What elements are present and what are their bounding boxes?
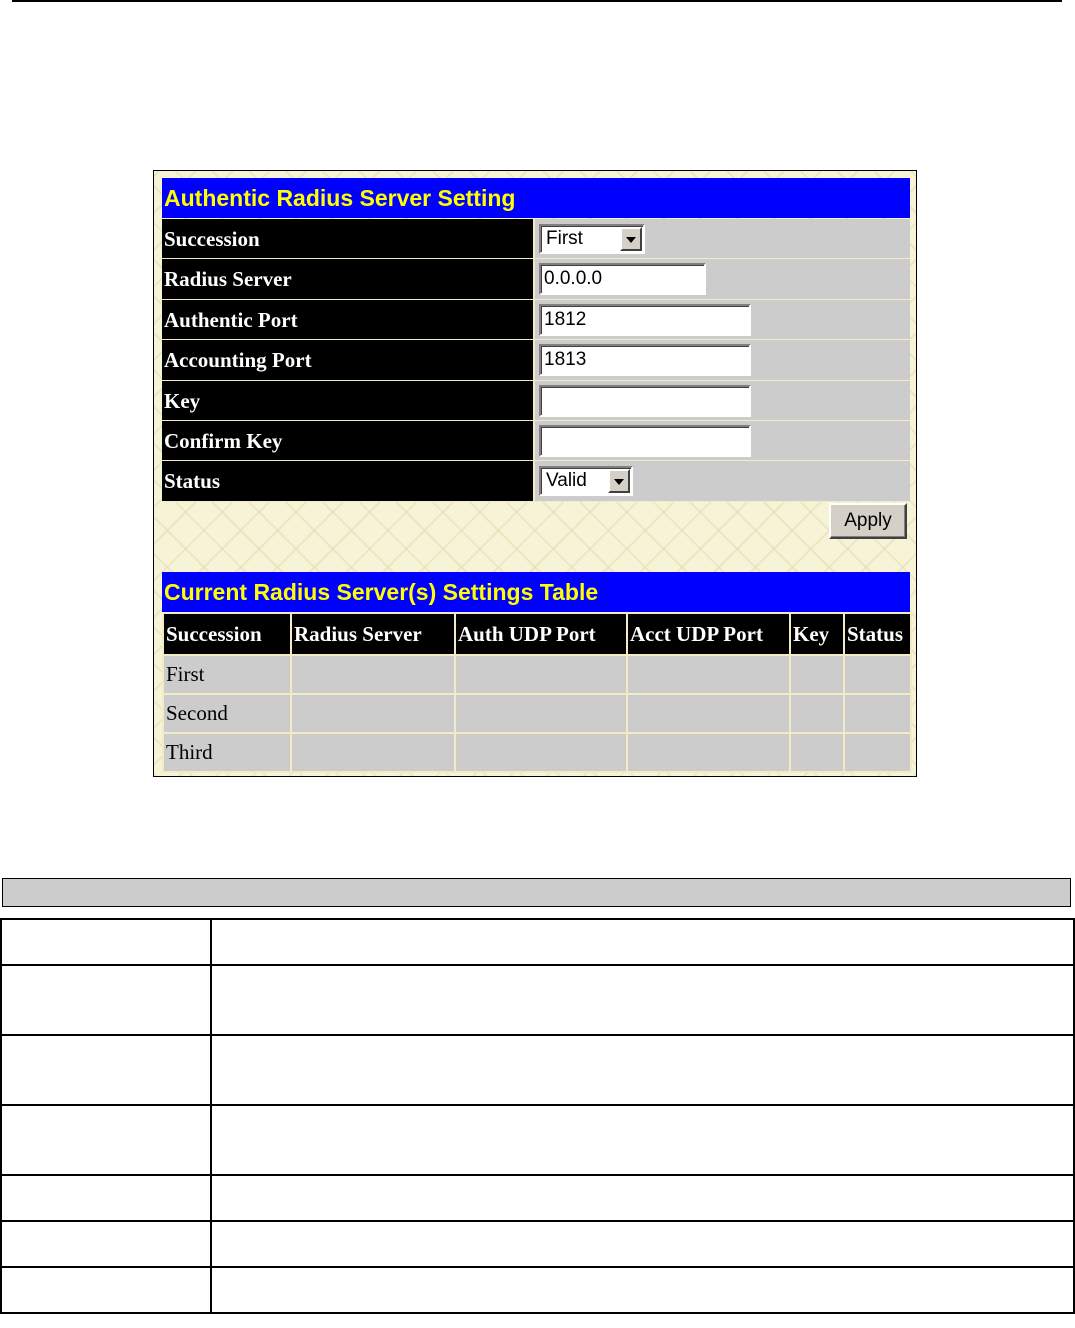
row-confirm-key [162,421,910,461]
row-succession [162,219,910,259]
table-cell: Second [163,694,291,733]
table-cell [844,733,911,772]
succession-select[interactable]: First [539,224,645,254]
col-auth-udp-port: Auth UDP Port [455,613,627,655]
settings-title: Authentic Radius Server Setting [162,178,910,218]
table-cell [455,655,627,694]
description-table [0,918,1075,1314]
table-row [1,1105,1074,1175]
accounting-port-label: Accounting Port [162,340,535,379]
authentic-port-label: Authentic Port [162,300,535,339]
table-cell [1,1105,211,1175]
table-row [163,694,911,733]
status-label: Status [162,461,535,500]
succession-label: Succession [162,219,535,258]
table-row [1,1221,1074,1267]
col-status: Status [844,613,911,655]
chevron-down-icon[interactable] [608,469,630,493]
radius-settings-panel [153,170,917,777]
table-cell [790,733,844,772]
apply-button[interactable]: Apply [829,503,907,539]
table-cell [211,1105,1074,1175]
table-row [1,919,1074,965]
key-input[interactable] [539,385,751,417]
table-cell: Third [163,733,291,772]
table-cell [790,694,844,733]
table-cell [627,733,790,772]
table-cell [1,1175,211,1221]
key-label: Key [162,381,535,420]
table-cell [455,694,627,733]
chevron-down-icon[interactable] [620,227,642,251]
accounting-port-input[interactable]: 1813 [539,344,751,376]
table-row [1,1035,1074,1105]
row-status [162,461,910,501]
table-cell [627,655,790,694]
table-cell [1,1035,211,1105]
col-radius-server: Radius Server [291,613,455,655]
table-title: Current Radius Server(s) Settings Table [162,572,910,612]
table-cell [1,1267,211,1313]
row-accounting-port [162,340,910,380]
table-cell: First [163,655,291,694]
table-cell [844,655,911,694]
table-row [1,1267,1074,1313]
table-cell [211,965,1074,1035]
table-cell [291,694,455,733]
table-header-row [163,613,911,655]
radius-servers-table [162,612,912,773]
table-cell [627,694,790,733]
radius-server-label: Radius Server [162,259,535,298]
col-key: Key [790,613,844,655]
page-top-rule [12,0,1062,2]
table-cell [211,919,1074,965]
table-cell [1,1221,211,1267]
row-key [162,381,910,421]
description-header-bar [2,878,1071,907]
table-row [163,655,911,694]
table-cell [211,1267,1074,1313]
confirm-key-label: Confirm Key [162,421,535,460]
table-row [163,733,911,772]
table-row [1,1175,1074,1221]
table-cell [790,655,844,694]
authentic-port-input[interactable]: 1812 [539,304,751,336]
row-authentic-port [162,300,910,340]
status-select[interactable]: Valid [539,466,633,496]
confirm-key-input[interactable] [539,425,751,457]
radius-server-input[interactable]: 0.0.0.0 [539,263,706,295]
table-cell [211,1035,1074,1105]
table-cell [455,733,627,772]
table-cell [1,919,211,965]
col-acct-udp-port: Acct UDP Port [627,613,790,655]
table-cell [291,655,455,694]
settings-form [162,219,910,502]
col-succession: Succession [163,613,291,655]
table-cell [291,733,455,772]
table-cell [211,1175,1074,1221]
table-row [1,965,1074,1035]
table-cell [211,1221,1074,1267]
table-cell [844,694,911,733]
row-radius-server [162,259,910,299]
table-cell [1,965,211,1035]
